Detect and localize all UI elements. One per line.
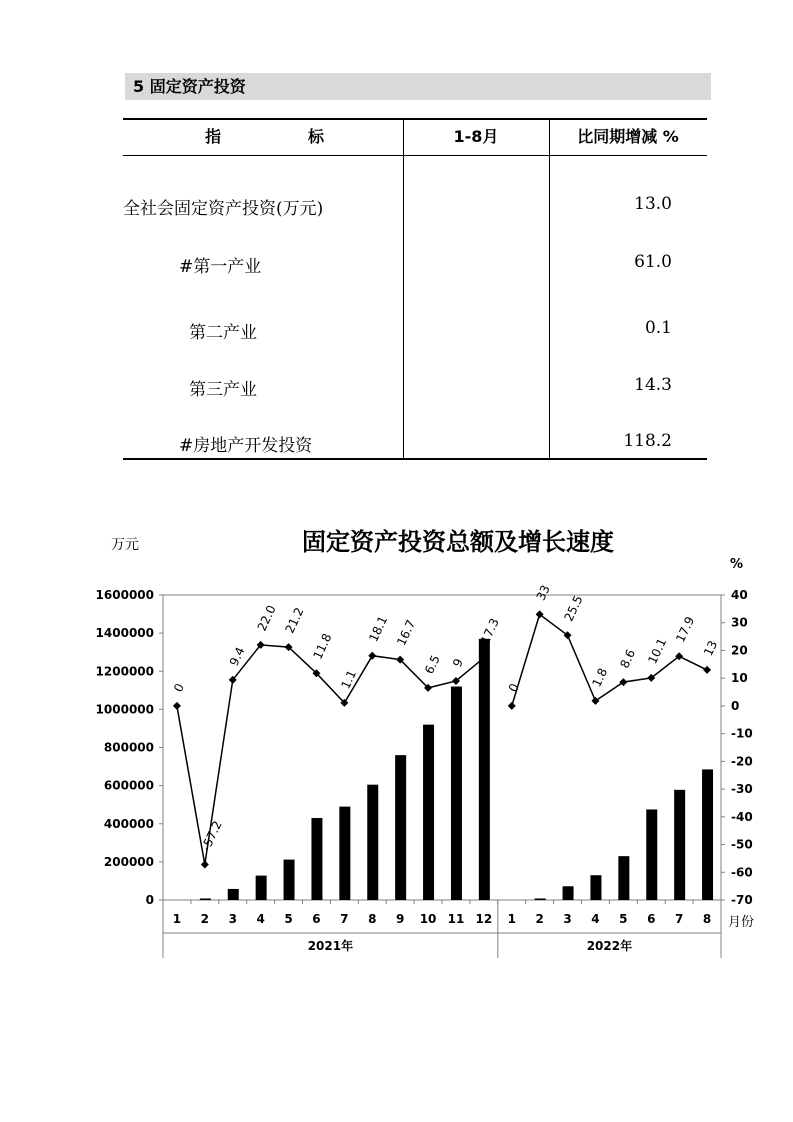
growth-label: 1.1 — [338, 667, 360, 692]
month-label: 4 — [256, 912, 265, 926]
growth-label: 17.3 — [477, 616, 502, 647]
growth-point — [201, 861, 209, 869]
y-right-tick-label: -40 — [731, 809, 753, 824]
growth-label: 33 — [533, 582, 553, 603]
month-label: 2 — [535, 912, 544, 926]
month-label: 9 — [395, 912, 405, 926]
table-col-divider — [403, 118, 404, 460]
row-label-realestate: #房地产开发投资 — [179, 436, 313, 456]
growth-points — [170, 610, 711, 868]
bar — [423, 725, 434, 900]
bar — [646, 809, 657, 900]
bar — [563, 886, 574, 900]
year-label: 2021年 — [307, 939, 354, 953]
bar — [284, 860, 295, 900]
bar — [590, 875, 601, 900]
bar — [479, 639, 490, 900]
growth-label: -57.2 — [198, 818, 225, 853]
month-label: 5 — [619, 912, 628, 926]
month-label: 8 — [368, 912, 377, 926]
month-label: 1 — [507, 912, 516, 926]
month-label: 5 — [284, 912, 293, 926]
month-label: 1 — [172, 912, 182, 926]
y-left-tick-label: 1400000 — [95, 626, 154, 641]
bar — [367, 785, 378, 900]
y-right-tick-label: 30 — [731, 615, 748, 630]
growth-label: 17.9 — [673, 614, 698, 645]
row-label-primary: #第一产业 — [179, 257, 262, 277]
y-right-tick-label: -70 — [731, 893, 753, 907]
bar — [228, 889, 239, 900]
y-right-tick-label: 40 — [731, 588, 748, 602]
row-value-secondary: 0.1 — [644, 318, 672, 338]
plot-area — [163, 595, 721, 900]
month-label: 8 — [702, 912, 712, 926]
y-right-tick-label: 20 — [731, 643, 748, 658]
row-label-secondary: 第二产业 — [189, 323, 257, 343]
month-label: 7 — [340, 912, 349, 926]
y-left-unit: 万元 — [111, 537, 139, 553]
x-axis — [163, 900, 721, 958]
investment-chart — [0, 500, 793, 980]
y-right-tick-label: -50 — [731, 837, 753, 852]
growth-point — [508, 702, 516, 710]
month-label: 11 — [447, 912, 465, 926]
bar — [339, 807, 350, 900]
section-title: 5 固定资产投资 — [125, 73, 711, 100]
growth-label: 25.5 — [561, 593, 586, 624]
growth-line — [177, 645, 484, 865]
y-left-tick-label: 600000 — [103, 778, 154, 793]
y-left-tick-label: 200000 — [103, 854, 154, 869]
y-left-tick-label: 1000000 — [95, 702, 154, 717]
row-value-realestate: 118.2 — [623, 431, 672, 451]
y-left-tick-label: 800000 — [103, 740, 154, 755]
bar — [256, 876, 267, 900]
month-label: 3 — [563, 912, 572, 926]
month-label: 6 — [647, 912, 656, 926]
row-value-tertiary: 14.3 — [634, 375, 672, 395]
bar — [451, 687, 462, 901]
y-right-tick-label: -60 — [731, 865, 753, 880]
growth-point — [173, 702, 181, 710]
month-label: 4 — [591, 912, 600, 926]
growth-label: 1.8 — [589, 665, 611, 690]
month-label: 2 — [200, 912, 210, 926]
table-bottom-rule — [123, 458, 707, 460]
growth-label: 21.2 — [282, 605, 307, 636]
growth-label: 6.5 — [422, 652, 443, 677]
growth-point — [368, 652, 376, 660]
bar — [618, 856, 629, 900]
y-right-tick-label: -10 — [731, 726, 753, 741]
row-label-total: 全社会固定资产投资(万元) — [123, 199, 324, 219]
growth-point — [703, 666, 711, 674]
header-period: 1-8月 — [453, 127, 499, 146]
bar — [200, 898, 211, 900]
header-growth: 比同期增减 % — [577, 127, 679, 146]
y-right-tick-label: 0 — [731, 698, 740, 713]
row-value-total: 13.0 — [634, 194, 672, 214]
row-value-primary: 61.0 — [634, 252, 672, 272]
bar — [702, 769, 713, 900]
chart-title: 固定资产投资总额及增长速度 — [302, 528, 614, 556]
growth-label: 9 — [449, 656, 466, 670]
header-indicator-1: 指 — [204, 127, 221, 146]
y-right-tick-label: -30 — [731, 782, 753, 797]
y-left-axis — [96, 588, 163, 907]
y-right-tick-label: -20 — [731, 754, 753, 769]
row-label-tertiary: 第三产业 — [189, 380, 257, 400]
bar — [311, 818, 322, 900]
bar — [535, 898, 546, 900]
bar — [674, 790, 685, 900]
growth-label: 9.4 — [226, 644, 248, 669]
month-label: 7 — [674, 912, 684, 926]
growth-label: 8.6 — [617, 647, 639, 671]
growth-label: 18.1 — [366, 613, 391, 644]
table-header-rule — [123, 155, 707, 156]
growth-point — [591, 697, 599, 705]
month-label: 10 — [419, 912, 437, 926]
y-right-tick-label: 10 — [731, 671, 748, 686]
bar — [395, 755, 406, 900]
month-label: 12 — [475, 912, 493, 926]
year-label: 2022年 — [586, 939, 633, 953]
growth-label: 10.1 — [645, 636, 670, 667]
growth-label: 11.8 — [310, 631, 335, 662]
y-left-tick-label: 400000 — [103, 816, 154, 831]
header-indicator-2: 标 — [307, 127, 324, 146]
y-left-tick-label: 1200000 — [95, 664, 154, 679]
x-unit: 月份 — [728, 915, 755, 930]
month-label: 6 — [312, 912, 321, 926]
investment-table — [123, 118, 707, 460]
y-right-unit: % — [730, 557, 744, 572]
y-left-tick-label: 1600000 — [95, 588, 154, 602]
growth-label: 13 — [701, 638, 721, 659]
y-right-axis — [721, 588, 753, 907]
month-label: 3 — [228, 912, 237, 926]
growth-label: 0 — [505, 681, 522, 695]
growth-label: 0 — [170, 681, 187, 695]
y-left-tick-label: 0 — [145, 893, 154, 907]
growth-labels — [171, 583, 720, 853]
growth-label: 22.0 — [254, 603, 279, 634]
growth-label: 16.7 — [394, 617, 419, 648]
table-col-divider — [549, 118, 550, 460]
